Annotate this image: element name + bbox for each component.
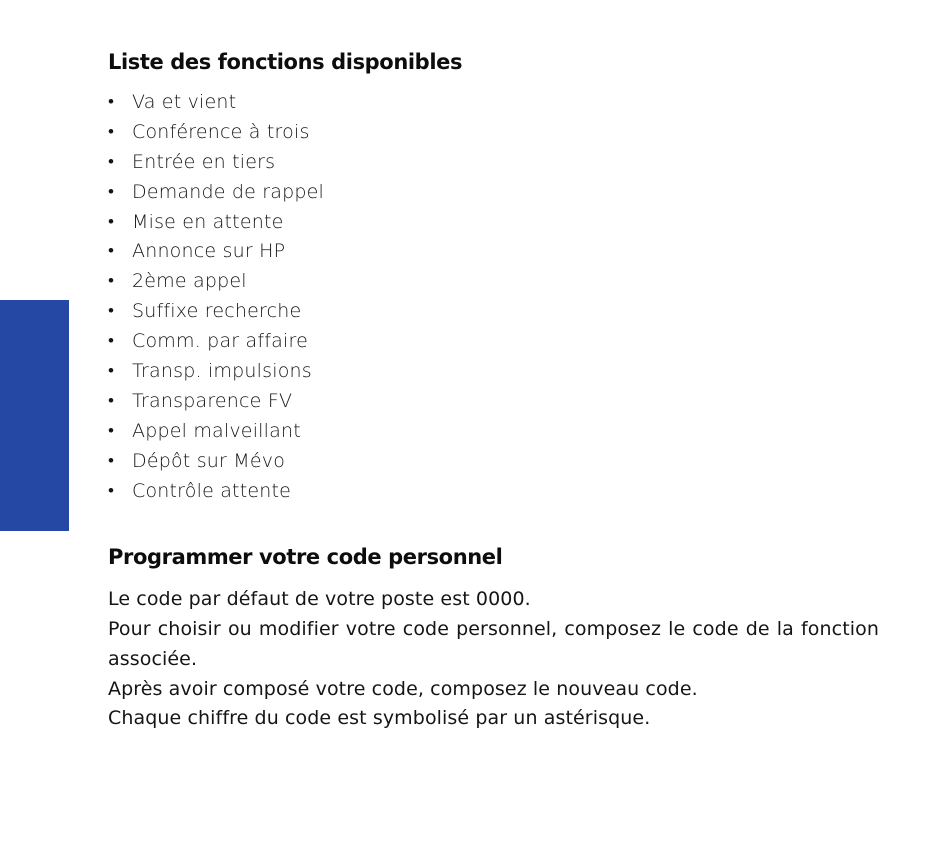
bullet-icon: • [108, 331, 115, 352]
list-item-label: Entrée en tiers [132, 150, 276, 173]
bullet-icon: • [108, 361, 115, 382]
list-item-label: Transparence FV [132, 389, 293, 412]
functions-list [108, 88, 879, 506]
asterisk-paragraph: Chaque chiffre du code est symbolisé par un astérisque. [108, 707, 651, 730]
bullet-icon: • [108, 480, 115, 501]
bullet-icon: • [108, 450, 115, 471]
list-item-label: Demande de rappel [132, 180, 325, 203]
functions-section [108, 46, 879, 506]
list-item [108, 178, 879, 208]
personal-code-body [108, 585, 879, 734]
modify-code-paragraph: Pour choisir ou modifier votre code personnel, composez le code de la fonction associée. [108, 618, 879, 670]
bullet-icon: • [108, 181, 115, 202]
list-item [108, 387, 879, 417]
list-item [108, 237, 879, 267]
list-item [108, 327, 879, 357]
list-item-label: Dépôt sur Mévo [132, 449, 286, 472]
bullet-icon: • [108, 151, 115, 172]
functions-heading: Liste des fonctions disponibles [108, 50, 463, 74]
list-item-label: Suffixe recherche [132, 300, 302, 323]
bullet-icon: • [108, 271, 115, 292]
list-item-label: Va et vient [132, 91, 237, 113]
list-item-label: 2ème appel [132, 270, 247, 293]
list-item [108, 208, 879, 238]
bullet-icon: • [108, 390, 115, 411]
list-item-label: Annonce sur HP [132, 240, 286, 263]
list-item-label: Mise en attente [132, 210, 284, 233]
bullet-icon: • [108, 121, 115, 142]
list-item [108, 417, 879, 447]
list-item-label: Appel malveillant [132, 419, 301, 442]
list-item [108, 88, 879, 118]
new-code-paragraph: Après avoir composé votre code, composez le nouveau code. [108, 677, 698, 700]
list-item-label: Comm. par affaire [132, 330, 308, 353]
bullet-icon: • [108, 211, 115, 232]
chapter-side-tab [0, 300, 69, 531]
bullet-icon: • [108, 241, 115, 262]
page-content [108, 46, 879, 734]
bullet-icon: • [108, 420, 115, 441]
list-item [108, 477, 879, 507]
bullet-icon: • [108, 301, 115, 322]
list-item [108, 447, 879, 477]
list-item-label: Contrôle attente [132, 479, 292, 502]
list-item [108, 118, 879, 148]
bullet-icon: • [108, 92, 115, 112]
personal-code-section [108, 541, 879, 734]
list-item [108, 297, 879, 327]
list-item [108, 267, 879, 297]
list-item-label: Conférence à trois [132, 120, 310, 143]
personal-code-heading: Programmer votre code personnel [108, 545, 503, 570]
list-item [108, 148, 879, 178]
list-item-label: Transp. impulsions [132, 360, 312, 383]
list-item [108, 357, 879, 387]
default-code-paragraph: Le code par défaut de votre poste est 0000. [108, 588, 531, 611]
